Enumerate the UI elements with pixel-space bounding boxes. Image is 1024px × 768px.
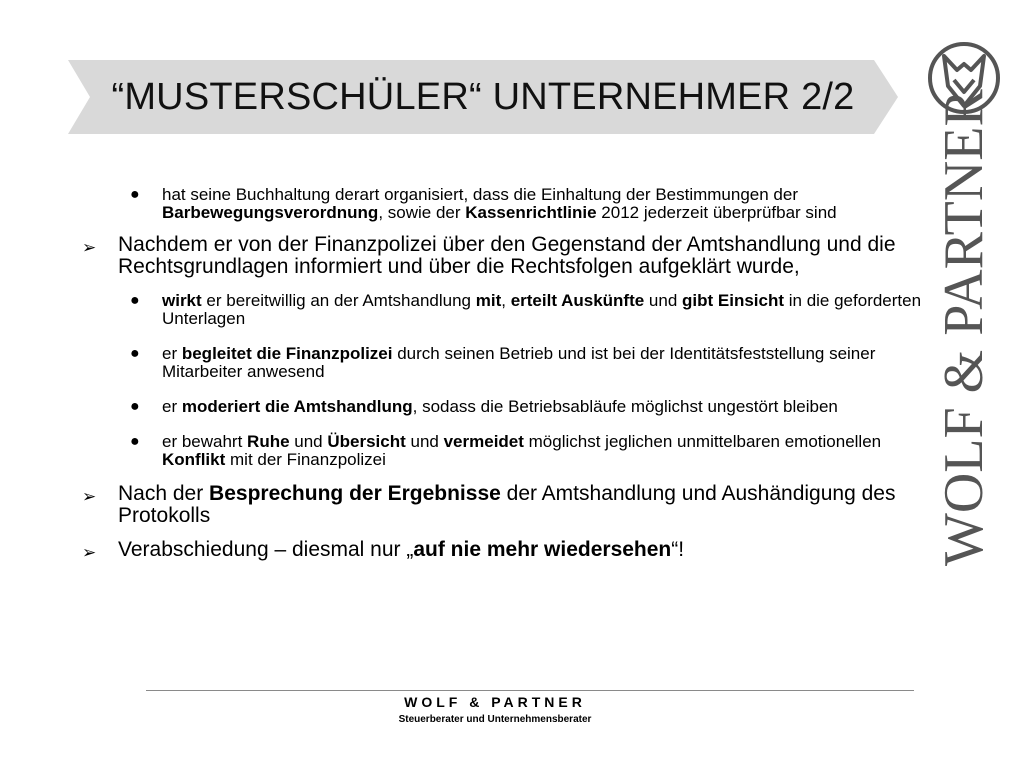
title-banner (68, 60, 898, 134)
bullet-dot-icon: ● (130, 398, 140, 415)
bullet-dot-icon: ● (130, 292, 140, 309)
brand-vertical-text: WOLF & PARTNER (933, 89, 995, 566)
bullet-dot-icon: ● (130, 433, 140, 450)
arrow-bullet-icon: ➢ (82, 543, 97, 562)
sub-bullet-item: ● wirkt er bereitwillig an der Amtshandlung mit, erteilt Auskünfte und gibt Einsicht in die geforderten Unterlagen (130, 291, 922, 328)
slide-title: “MUSTERSCHÜLER“ UNTERNEHMER 2/2 (111, 76, 855, 118)
slide-content (78, 186, 936, 561)
main-bullet-item: ➢ Verabschiedung – diesmal nur „auf nie mehr wiedersehen“! (82, 538, 685, 562)
sub-bullet-item: ● er bewahrt Ruhe und Übersicht und vermeidet möglichst jeglichen unmittelbaren emotionellen Konflikt mit der Finanzpolizei (130, 432, 882, 469)
footer-brand: WOLF & PARTNER (404, 694, 586, 710)
arrow-bullet-icon: ➢ (82, 238, 97, 257)
sub-bullet-item: ● er moderiert die Amtshandlung, sodass die Betriebsabläufe möglichst ungestört bleiben (130, 397, 838, 416)
sub-bullet-item: ● hat seine Buchhaltung derart organisiert, dass die Einhaltung der Bestimmungen der Barbewegungsverordnung, sowie der Kassenrichtlinie 2012 jederzeit überprüfbar sind (130, 185, 837, 222)
main-bullet-item: ➢ Nach der Besprechung der Ergebnisse der Amtshandlung und Aushändigung des Protokolls (82, 482, 896, 527)
footer-divider (146, 690, 914, 691)
footer-subtitle: Steuerberater und Unternehmensberater (398, 714, 592, 725)
bullet-dot-icon: ● (130, 186, 140, 203)
main-bullet-item: ➢ Nachdem er von der Finanzpolizei über den Gegenstand der Amtshandlung und die Rechtsgrundlagen informiert und über die Rechtsfolgen aufgeklärt wurde, (82, 233, 896, 278)
arrow-bullet-icon: ➢ (82, 487, 97, 506)
bullet-dot-icon: ● (130, 345, 140, 362)
sub-bullet-item: ● er begleitet die Finanzpolizei durch seinen Betrieb und ist bei der Identitätsfeststellung seiner Mitarbeiter anwesend (130, 344, 876, 381)
